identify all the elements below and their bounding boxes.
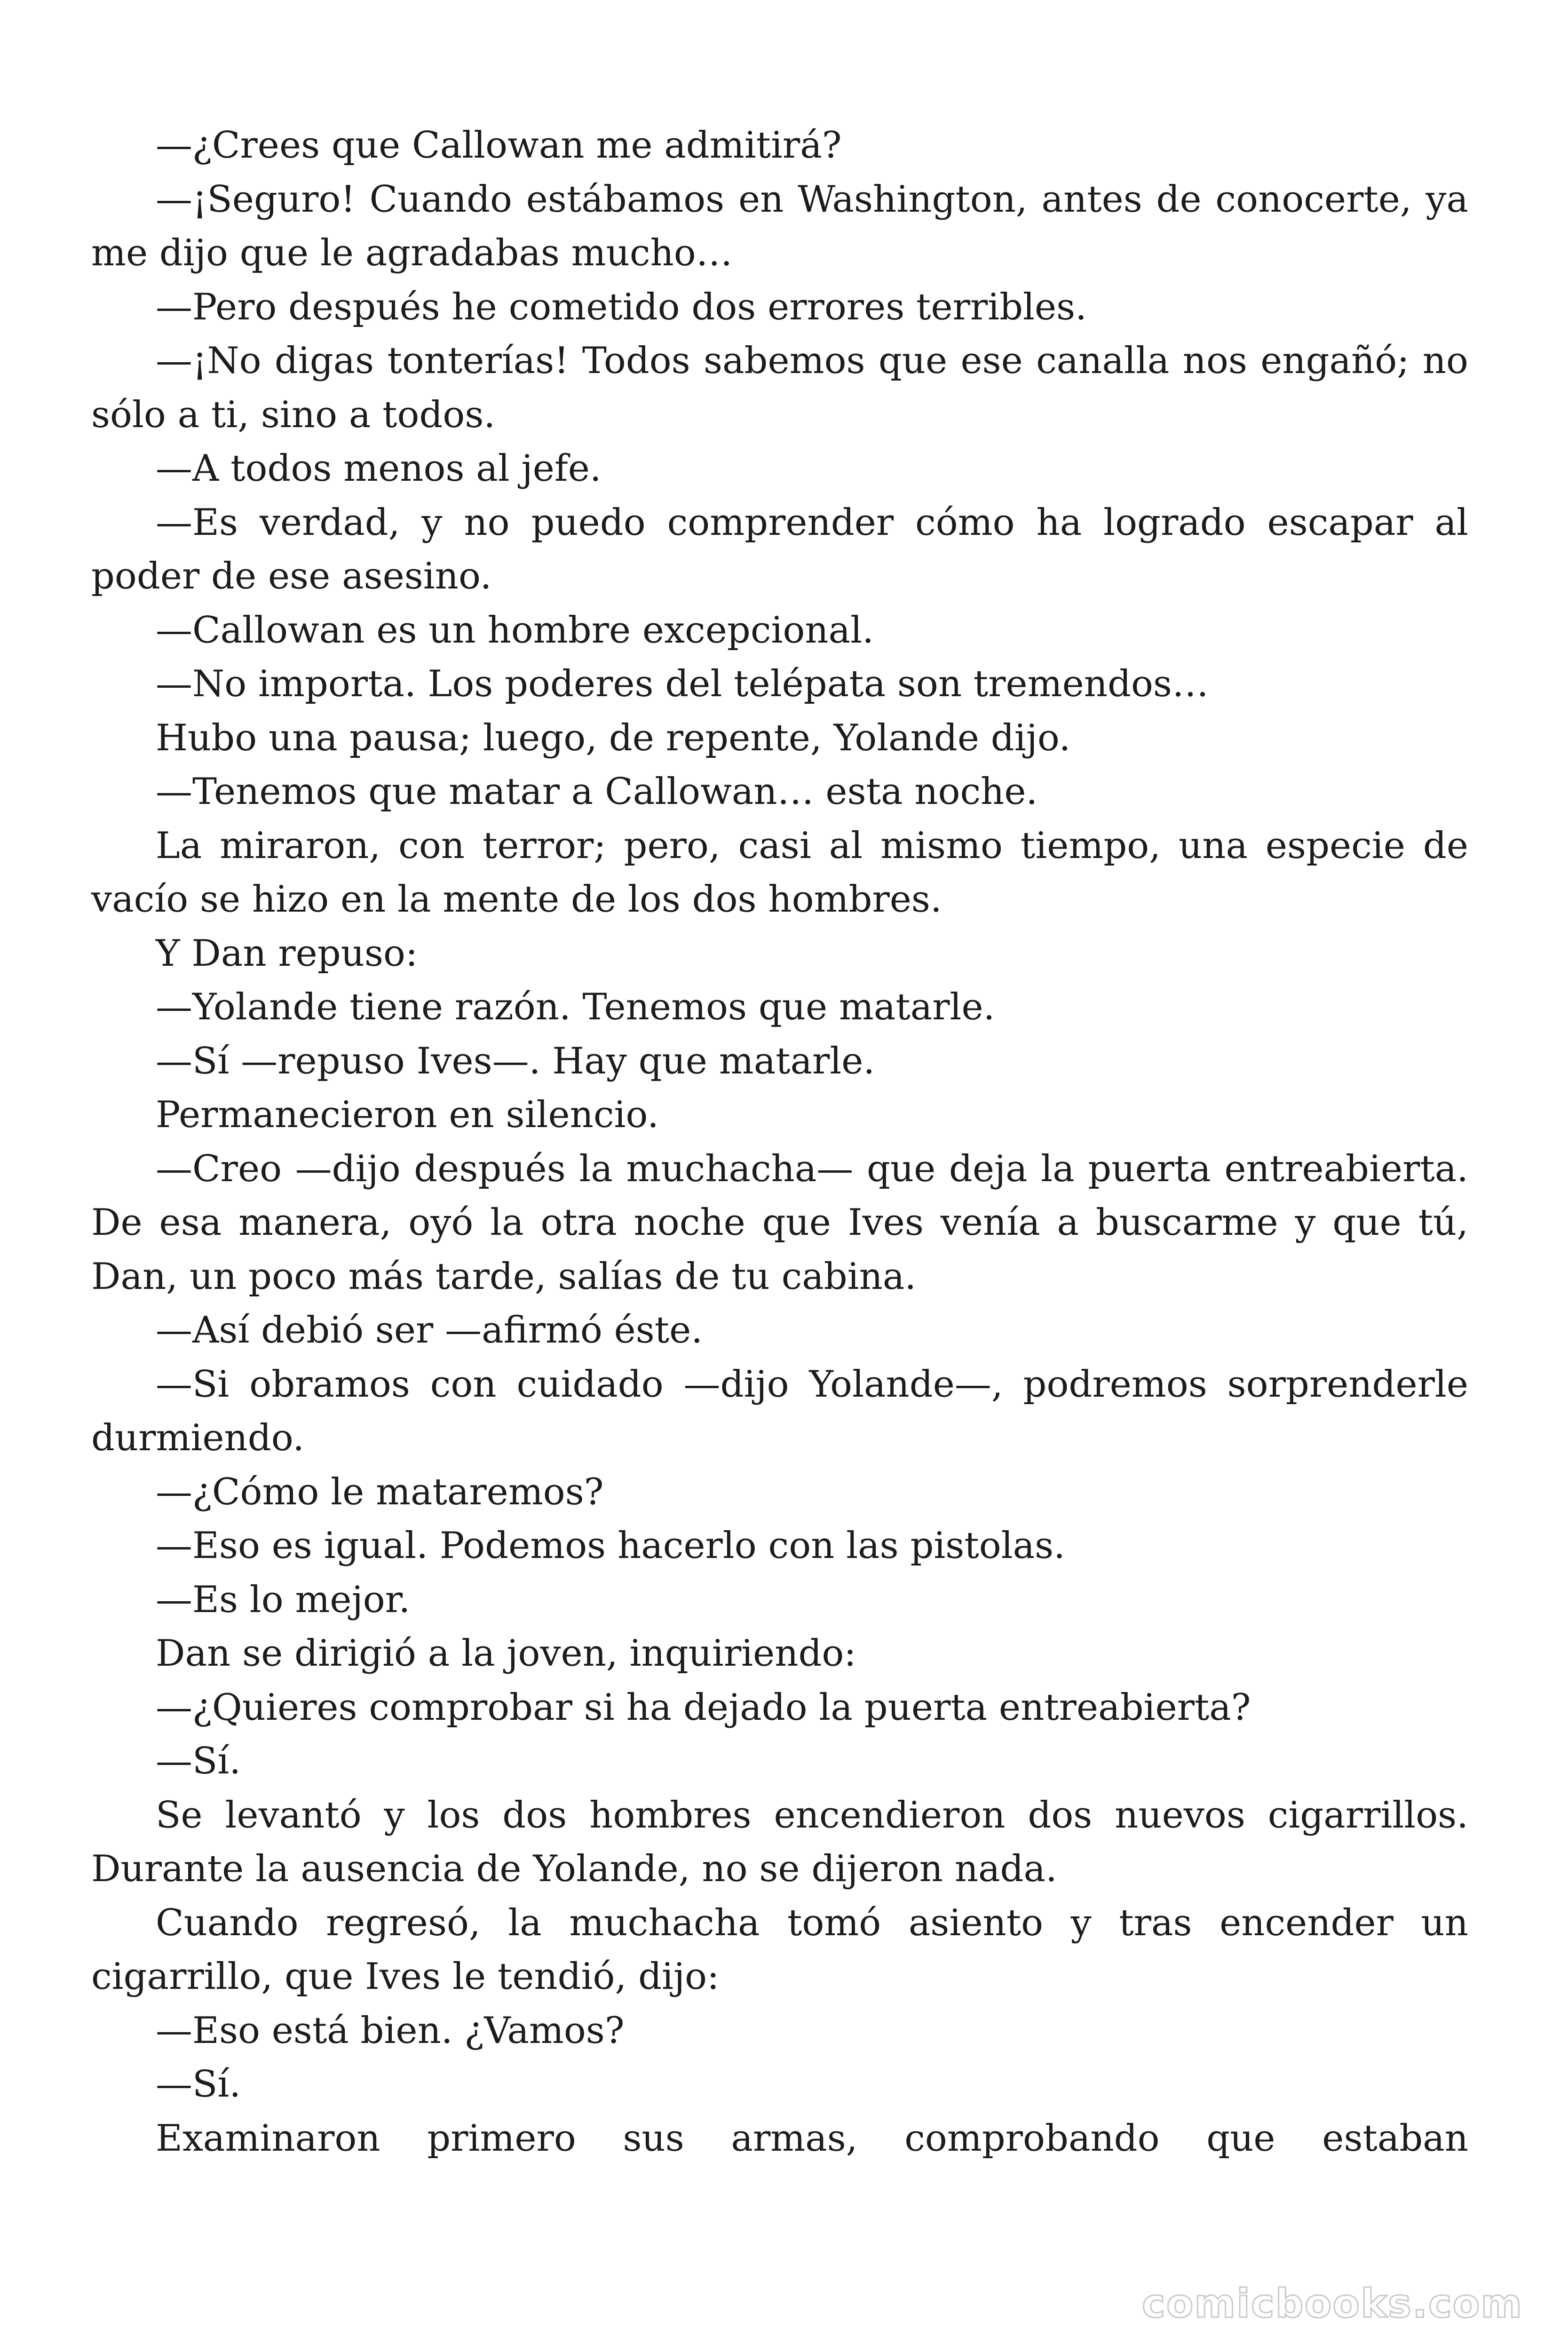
paragraph: Dan se dirigió a la joven, inquiriendo: xyxy=(156,1632,856,1675)
paragraph: Se levantó y los dos hombres encendieron dos nuevos cigarrillos. Durante la ausencia de Yolande, no se dijeron nada. xyxy=(91,1794,1468,1890)
paragraph: —Callowan es un hombre excepcional. xyxy=(156,609,874,652)
paragraph: La miraron, con terror; pero, casi al mismo tiempo, una especie de vacío se hizo en la mente de los dos hombres. xyxy=(91,824,1468,921)
paragraph: —Tenemos que matar a Callowan… esta noche. xyxy=(156,771,1038,813)
paragraph: —¿Crees que Callowan me admitirá? xyxy=(156,124,842,167)
page-text-body xyxy=(91,119,1468,2165)
paragraph-continued: Examinaron primero sus armas, comprobando que estaban xyxy=(156,2117,1468,2160)
paragraph: Hubo una pausa; luego, de repente, Yolande dijo. xyxy=(156,716,1071,759)
paragraph: —Eso es igual. Podemos hacerlo con las pistolas. xyxy=(156,1525,1065,1567)
paragraph: —¿Quieres comprobar si ha dejado la puerta entreabierta? xyxy=(156,1686,1251,1729)
paragraph: Cuando regresó, la muchacha tomó asiento y tras encender un cigarrillo, que Ives le tendió, dijo: xyxy=(91,1901,1468,1998)
paragraph: —A todos menos al jefe. xyxy=(156,447,602,490)
paragraph: —¡No digas tonterías! Todos sabemos que ese canalla nos engañó; no sólo a ti, sino a todos. xyxy=(91,340,1468,436)
paragraph: —No importa. Los poderes del telépata son tremendos… xyxy=(156,663,1209,705)
paragraph: —Si obramos con cuidado —dijo Yolande—, podremos sorprenderle durmiendo. xyxy=(91,1363,1468,1459)
paragraph: —Creo —dijo después la muchacha— que deja la puerta entreabierta. De esa manera, oyó la otra noche que Ives venía a buscarme y que tú, Dan, un poco más tarde, salías de tu cabina. xyxy=(91,1147,1468,1298)
paragraph: Permanecieron en silencio. xyxy=(156,1094,659,1136)
paragraph: —Sí. xyxy=(156,1740,241,1782)
paragraph: —Es verdad, y no puedo comprender cómo ha logrado escapar al poder de ese asesino. xyxy=(91,501,1468,597)
paragraph: —Pero después he cometido dos errores terribles. xyxy=(156,286,1087,328)
paragraph: Y Dan repuso: xyxy=(156,932,418,975)
paragraph: —Yolande tiene razón. Tenemos que matarle. xyxy=(156,986,995,1028)
paragraph: —Sí. xyxy=(156,2063,241,2106)
paragraph: —Eso está bien. ¿Vamos? xyxy=(156,2009,625,2052)
paragraph: —¡Seguro! Cuando estábamos en Washington, antes de conocerte, ya me dijo que le agradabas mucho… xyxy=(91,178,1468,274)
paragraph: —Así debió ser —afirmó éste. xyxy=(156,1309,703,1351)
paragraph: —Sí —repuso Ives—. Hay que matarle. xyxy=(156,1040,875,1082)
paragraph: —Es lo mejor. xyxy=(156,1578,411,1621)
paragraph: —¿Cómo le mataremos? xyxy=(156,1470,604,1513)
site-watermark: comicbooks.com xyxy=(1142,2280,1523,2327)
